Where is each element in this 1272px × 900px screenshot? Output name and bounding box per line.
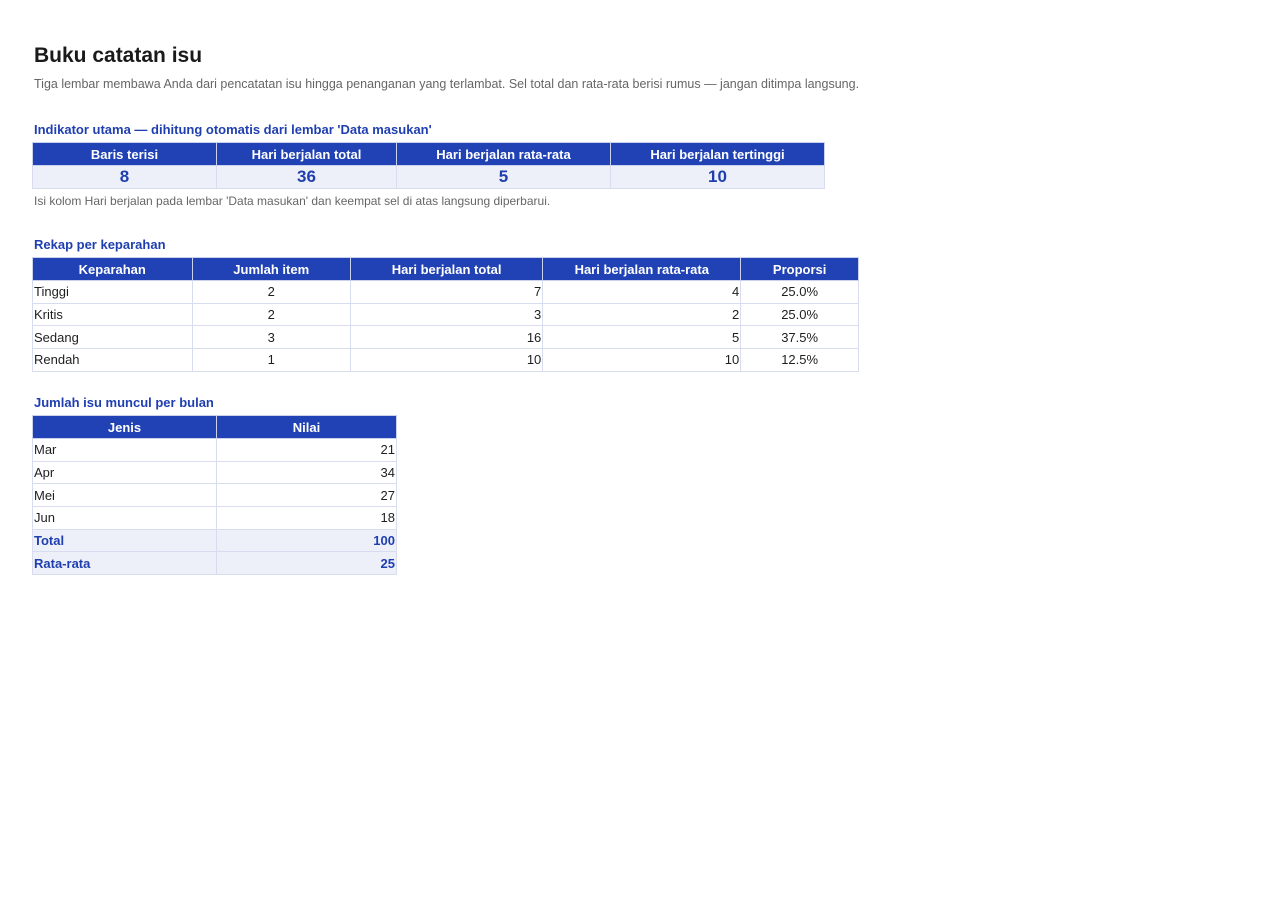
severity-total-days-cell[interactable]: 16 xyxy=(350,326,542,349)
severity-proportion-cell[interactable]: 25.0% xyxy=(741,281,859,304)
monthly-section-title: Jumlah isu muncul per bulan xyxy=(34,395,214,410)
severity-avg-days-cell[interactable]: 4 xyxy=(543,281,741,304)
severity-section xyxy=(32,237,859,372)
severity-header-cell[interactable]: Hari berjalan rata-rata xyxy=(543,258,741,281)
month-label-cell[interactable]: Jun xyxy=(33,507,217,530)
table-row xyxy=(33,303,859,326)
month-label-cell[interactable]: Apr xyxy=(33,461,217,484)
kpi-value-filled-rows[interactable]: 8 xyxy=(33,166,217,189)
severity-proportion-cell[interactable]: 25.0% xyxy=(741,303,859,326)
table-row xyxy=(33,326,859,349)
kpi-table xyxy=(32,142,825,189)
monthly-header-row xyxy=(33,416,397,439)
severity-name-cell[interactable]: Rendah xyxy=(33,349,193,372)
severity-header-cell[interactable]: Proporsi xyxy=(741,258,859,281)
kpi-header-cell[interactable]: Hari berjalan tertinggi xyxy=(611,143,825,166)
kpi-header-cell[interactable]: Hari berjalan rata-rata xyxy=(397,143,611,166)
average-label-cell[interactable]: Rata-rata xyxy=(33,552,217,575)
month-value-cell[interactable]: 18 xyxy=(217,507,397,530)
kpi-header-cell[interactable]: Baris terisi xyxy=(33,143,217,166)
severity-count-cell[interactable]: 2 xyxy=(192,303,350,326)
table-row xyxy=(33,507,397,530)
total-value-cell[interactable]: 100 xyxy=(217,529,397,552)
severity-count-cell[interactable]: 3 xyxy=(192,326,350,349)
kpi-note: Isi kolom Hari berjalan pada lembar 'Data masukan' dan keempat sel di atas langsung diperbarui. xyxy=(34,194,551,208)
severity-header-cell[interactable]: Jumlah item xyxy=(192,258,350,281)
severity-avg-days-cell[interactable]: 5 xyxy=(543,326,741,349)
monthly-header-cell[interactable]: Nilai xyxy=(217,416,397,439)
page-title: Buku catatan isu xyxy=(34,44,203,67)
severity-name-cell[interactable]: Kritis xyxy=(33,303,193,326)
severity-header-cell[interactable]: Keparahan xyxy=(33,258,193,281)
severity-count-cell[interactable]: 1 xyxy=(192,349,350,372)
kpi-header-row xyxy=(33,143,825,166)
severity-avg-days-cell[interactable]: 2 xyxy=(543,303,741,326)
average-row xyxy=(33,552,397,575)
severity-name-cell[interactable]: Tinggi xyxy=(33,281,193,304)
monthly-section xyxy=(32,395,397,575)
table-row xyxy=(33,349,859,372)
month-label-cell[interactable]: Mei xyxy=(33,484,217,507)
kpi-section xyxy=(32,122,825,209)
severity-total-days-cell[interactable]: 10 xyxy=(350,349,542,372)
kpi-value-max-days[interactable]: 10 xyxy=(611,166,825,189)
severity-table xyxy=(32,257,859,372)
monthly-header-cell[interactable]: Jenis xyxy=(33,416,217,439)
table-row xyxy=(33,484,397,507)
kpi-section-title: Indikator utama — dihitung otomatis dari lembar 'Data masukan' xyxy=(34,122,432,137)
table-row xyxy=(33,281,859,304)
kpi-header-cell[interactable]: Hari berjalan total xyxy=(217,143,397,166)
page-subtitle: Tiga lembar membawa Anda dari pencatatan isu hingga penanganan yang terlambat. Sel total dan rata-rata berisi rumus — jangan ditimpa langsung. xyxy=(34,77,860,91)
severity-avg-days-cell[interactable]: 10 xyxy=(543,349,741,372)
severity-proportion-cell[interactable]: 12.5% xyxy=(741,349,859,372)
average-value-cell[interactable]: 25 xyxy=(217,552,397,575)
severity-header-cell[interactable]: Hari berjalan total xyxy=(350,258,542,281)
severity-section-title: Rekap per keparahan xyxy=(34,237,166,252)
kpi-value-row xyxy=(33,166,825,189)
month-value-cell[interactable]: 34 xyxy=(217,461,397,484)
severity-header-row xyxy=(33,258,859,281)
severity-name-cell[interactable]: Sedang xyxy=(33,326,193,349)
month-value-cell[interactable]: 21 xyxy=(217,439,397,462)
month-label-cell[interactable]: Mar xyxy=(33,439,217,462)
month-value-cell[interactable]: 27 xyxy=(217,484,397,507)
kpi-value-avg-days[interactable]: 5 xyxy=(397,166,611,189)
severity-proportion-cell[interactable]: 37.5% xyxy=(741,326,859,349)
monthly-table xyxy=(32,415,397,575)
total-row xyxy=(33,529,397,552)
severity-total-days-cell[interactable]: 3 xyxy=(350,303,542,326)
severity-total-days-cell[interactable]: 7 xyxy=(350,281,542,304)
total-label-cell[interactable]: Total xyxy=(33,529,217,552)
sheet-page xyxy=(32,42,860,571)
severity-count-cell[interactable]: 2 xyxy=(192,281,350,304)
table-row xyxy=(33,461,397,484)
kpi-value-total-days[interactable]: 36 xyxy=(217,166,397,189)
table-row xyxy=(33,439,397,462)
